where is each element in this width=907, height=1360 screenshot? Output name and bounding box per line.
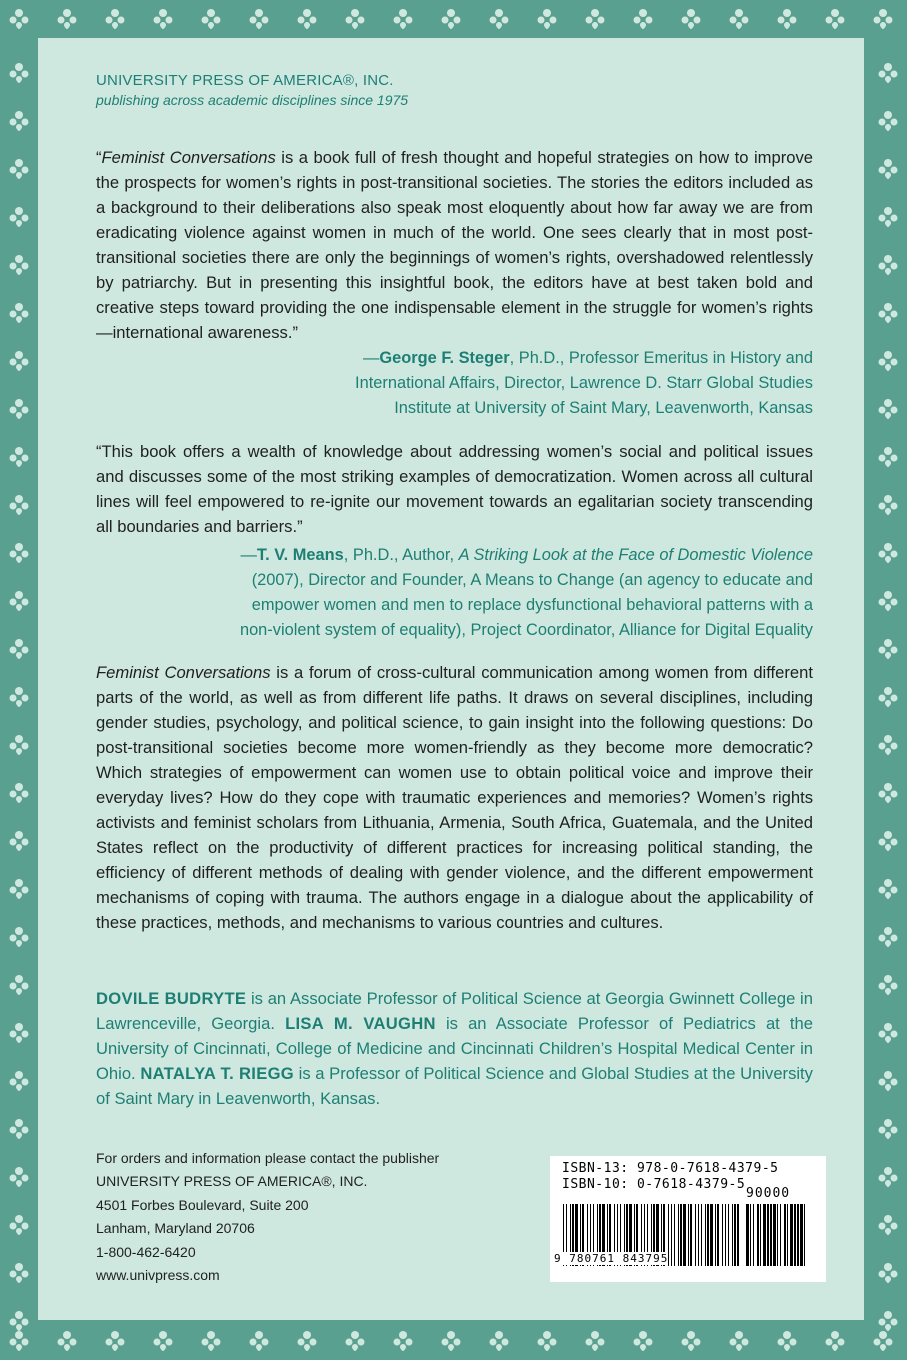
flower-ornament-icon	[534, 1328, 560, 1354]
flower-ornament-icon	[875, 252, 901, 278]
flower-ornament-icon	[6, 1164, 32, 1190]
flower-ornament-icon	[6, 1020, 32, 1046]
barcode-bar	[725, 1204, 726, 1266]
editor-name: LISA M. VAUGHN	[285, 1014, 436, 1033]
barcode-bar	[680, 1204, 682, 1266]
endorser-name: George F. Steger	[379, 349, 510, 367]
flower-ornament-icon	[875, 1212, 901, 1238]
flower-ornament-icon	[150, 6, 176, 32]
flower-ornament-icon	[6, 684, 32, 710]
flower-ornament-icon	[875, 540, 901, 566]
flower-ornament-icon	[6, 876, 32, 902]
flower-ornament-icon	[582, 1328, 608, 1354]
barcode-bar	[728, 1204, 729, 1266]
flower-ornament-icon	[6, 348, 32, 374]
flower-ornament-icon	[875, 876, 901, 902]
barcode-bar	[683, 1204, 686, 1266]
flower-ornament-icon	[246, 1328, 272, 1354]
barcode-addon-bars	[746, 1204, 806, 1266]
flower-ornament-icon	[6, 828, 32, 854]
flower-ornament-icon	[198, 6, 224, 32]
flower-ornament-icon	[875, 780, 901, 806]
flower-ornament-icon	[102, 6, 128, 32]
barcode-bar	[777, 1204, 778, 1266]
flower-ornament-icon	[486, 6, 512, 32]
flower-ornament-icon	[630, 1328, 656, 1354]
flower-ornament-icon	[102, 1328, 128, 1354]
flower-ornament-icon	[875, 1068, 901, 1094]
endorsement-quote-1: “Feminist Conversations is a book full of fresh thought and hopeful strategies on how to improve the prospects for women’s rights in post-transitional societies. The stories the editors included as a background to their deliberations also speak most eloquently about how far away we are from eradicating violence against women in much of the world. One sees clearly that in most post-transitional societies there are only the beginnings of women’s rights, overshadowed relentlessly by patriarchy. But in presenting this insightful book, the editors have at best taken bold and creative steps toward providing the one indispensable element in the struggle for women’s rights—international awareness.”	[96, 148, 813, 342]
flower-ornament-icon	[6, 1212, 32, 1238]
barcode-bar	[688, 1204, 689, 1266]
flower-ornament-icon	[875, 684, 901, 710]
barcode-bar	[750, 1204, 751, 1266]
isbn-10: ISBN-10: 0-7618-4379-5	[562, 1177, 746, 1192]
editor-name: NATALYA T. RIEGG	[140, 1064, 294, 1083]
flower-ornament-icon	[294, 1328, 320, 1354]
flower-ornament-icon	[246, 6, 272, 32]
endorsement-attribution-2: —T. V. Means, Ph.D., Author, A Striking Look at the Face of Domestic Violence (2007), Director and Founder, A Means to Change (an agency to educate and empower women and men to replace dysfunctional behavioral patterns with a non-violent system of equality), Project Coordinator, Alliance for Digital Equality	[239, 546, 813, 639]
endorsement-quote-2: “This book offers a wealth of knowledge about addressing women’s social and political issues and discusses some of the most striking examples of democratization. Women across all cultural lines will feel empowered to re-ignite our movement towards an egalitarian society transcending all boundaries and barriers.”	[96, 442, 813, 536]
flower-ornament-icon	[774, 1328, 800, 1354]
publisher-tagline: publishing across academic disciplines since 1975	[96, 92, 409, 108]
order-information: For orders and information please contact the publisher UNIVERSITY PRESS OF AMERICA®, INC. 4501 Forbes Boulevard, Suite 200 Lanham, Maryland 20706 1-800-462-6420 www.univpress.com	[96, 1147, 439, 1287]
flower-ornament-icon	[875, 1116, 901, 1142]
barcode-bar	[732, 1204, 733, 1266]
flower-ornament-icon	[726, 1328, 752, 1354]
isbn-13: ISBN-13: 978-0-7618-4379-5	[562, 1161, 779, 1176]
description-book-title: Feminist Conversations	[96, 663, 271, 682]
barcode-bar	[784, 1204, 786, 1266]
flower-ornament-icon	[150, 1328, 176, 1354]
quote-book-title: Feminist Conversations	[101, 148, 276, 167]
flower-ornament-icon	[875, 444, 901, 470]
barcode-bar	[698, 1204, 699, 1266]
flower-ornament-icon	[875, 972, 901, 998]
barcode-bar	[710, 1204, 713, 1266]
barcode-bar	[737, 1204, 739, 1266]
flower-ornament-icon	[875, 156, 901, 182]
barcode-bar	[707, 1204, 709, 1266]
barcode-bar	[770, 1204, 772, 1266]
barcode-bar	[763, 1204, 766, 1266]
flower-ornament-icon	[54, 1328, 80, 1354]
flower-ornament-icon	[6, 1068, 32, 1094]
flower-ornament-icon	[875, 108, 901, 134]
flower-ornament-icon	[6, 60, 32, 86]
flower-ornament-icon	[6, 972, 32, 998]
flower-ornament-icon	[6, 252, 32, 278]
flower-ornament-icon	[678, 1328, 704, 1354]
flower-ornament-icon	[875, 588, 901, 614]
barcode-bar	[760, 1204, 761, 1266]
flower-ornament-icon	[342, 6, 368, 32]
flower-ornament-icon	[6, 588, 32, 614]
flower-ornament-icon	[390, 1328, 416, 1354]
flower-ornament-icon	[875, 348, 901, 374]
barcode-bar	[678, 1204, 679, 1266]
barcode-bar	[705, 1204, 706, 1266]
barcode-bar	[797, 1204, 799, 1266]
flower-ornament-icon	[6, 6, 32, 32]
flower-ornament-icon	[6, 492, 32, 518]
barcode-bar	[671, 1204, 672, 1266]
flower-ornament-icon	[294, 6, 320, 32]
barcode-bar	[773, 1204, 776, 1266]
endorsement-attribution-1: —George F. Steger, Ph.D., Professor Emeritus in History and International Affairs, Director, Lawrence D. Starr Global Studies Institute at University of Saint Mary, Leavenworth, Kansas	[355, 349, 813, 417]
barcode-bar	[690, 1204, 692, 1266]
flower-ornament-icon	[875, 300, 901, 326]
barcode-digits: 9 780761 843795	[554, 1252, 669, 1265]
flower-ornament-icon	[198, 1328, 224, 1354]
flower-ornament-icon	[6, 108, 32, 134]
endorser-name: T. V. Means	[256, 546, 344, 564]
flower-ornament-icon	[6, 300, 32, 326]
flower-ornament-icon	[342, 1328, 368, 1354]
flower-ornament-icon	[875, 732, 901, 758]
barcode-bar	[753, 1204, 754, 1266]
barcode-bar	[780, 1204, 781, 1266]
flower-ornament-icon	[875, 1260, 901, 1286]
flower-ornament-icon	[6, 540, 32, 566]
book-description: Feminist Conversations is a forum of cross-cultural communication among women from different parts of the world, as well as from different life paths. It draws on several disciplines, including gender studies, psychology, and political science, to gain insight into the following questions: Do post-transitional societies become more women-friendly as they become more democratic? Which strategies of empowerment can women use to obtain political voice and improve their everyday lives? How do they cope with traumatic experiences and memories? Women’s rights activists and feminist scholars from Lithuania, Armenia, South Africa, Guatemala, and the United States reflect on the productivity of different practices for increasing political standing, the efficiency of different methods of dealing with gender violence, and the different empowerment mechanisms of coping with trauma. The authors engage in a dialogue about the applicability of these practices, methods, and mechanisms to various countries and cultures.	[96, 663, 813, 932]
barcode-bar	[717, 1204, 719, 1266]
barcode-bar	[674, 1204, 675, 1266]
editor-bios: DOVILE BUDRYTE is an Associate Professor of Political Science at Georgia Gwinnett College in Lawrenceville, Georgia. LISA M. VAUGHN is an Associate Professor of Pediatrics at the University of Cincinnati, College of Medicine and Cincinnati Children’s Hospital Medical Center in Ohio. NATALYA T. RIEGG is a Professor of Political Science and Global Studies at the University of Saint Mary in Leavenworth, Kansas.	[96, 989, 813, 1108]
barcode-bar	[701, 1204, 702, 1266]
barcode-bar	[790, 1204, 793, 1266]
flower-ornament-icon	[875, 1020, 901, 1046]
barcode-bar	[695, 1204, 696, 1266]
flower-ornament-icon	[6, 1308, 32, 1334]
flower-ornament-icon	[534, 6, 560, 32]
flower-ornament-icon	[582, 6, 608, 32]
flower-ornament-icon	[6, 156, 32, 182]
flower-ornament-icon	[6, 636, 32, 662]
flower-ornament-icon	[486, 1328, 512, 1354]
flower-ornament-icon	[630, 6, 656, 32]
flower-ornament-icon	[6, 732, 32, 758]
barcode-bar	[767, 1204, 769, 1266]
flower-ornament-icon	[875, 636, 901, 662]
flower-ornament-icon	[726, 6, 752, 32]
barcode-bar	[757, 1204, 759, 1266]
endorser-book-title: A Striking Look at the Face of Domestic Violence	[458, 546, 813, 564]
flower-ornament-icon	[875, 60, 901, 86]
flower-ornament-icon	[6, 1116, 32, 1142]
flower-ornament-icon	[774, 6, 800, 32]
flower-ornament-icon	[390, 6, 416, 32]
publisher-name: UNIVERSITY PRESS OF AMERICA®, INC.	[96, 72, 394, 89]
flower-ornament-icon	[870, 6, 896, 32]
barcode-bar	[715, 1204, 716, 1266]
barcode-addon-digits: 90000	[746, 1186, 791, 1201]
barcode-bar	[722, 1204, 723, 1266]
flower-ornament-icon	[54, 6, 80, 32]
flower-ornament-icon	[875, 1164, 901, 1190]
flower-ornament-icon	[438, 1328, 464, 1354]
flower-ornament-icon	[875, 1308, 901, 1334]
flower-ornament-icon	[822, 6, 848, 32]
flower-ornament-icon	[875, 924, 901, 950]
barcode-bar	[794, 1204, 796, 1266]
flower-ornament-icon	[875, 204, 901, 230]
flower-ornament-icon	[875, 828, 901, 854]
barcode-bar	[734, 1204, 736, 1266]
flower-ornament-icon	[822, 1328, 848, 1354]
flower-ornament-icon	[875, 492, 901, 518]
flower-ornament-icon	[6, 204, 32, 230]
flower-ornament-icon	[6, 780, 32, 806]
publisher-website: www.univpress.com	[96, 1267, 220, 1284]
cover-panel	[38, 38, 864, 1320]
flower-ornament-icon	[6, 1260, 32, 1286]
flower-ornament-icon	[6, 444, 32, 470]
barcode-bar	[800, 1204, 803, 1266]
barcode-bar	[787, 1204, 788, 1266]
editor-name: DOVILE BUDRYTE	[96, 989, 247, 1008]
flower-ornament-icon	[6, 396, 32, 422]
flower-ornament-icon	[6, 924, 32, 950]
barcode-bar	[804, 1204, 805, 1266]
flower-ornament-icon	[875, 396, 901, 422]
flower-ornament-icon	[678, 6, 704, 32]
barcode-bar	[746, 1204, 749, 1266]
flower-ornament-icon	[438, 6, 464, 32]
isbn-barcode	[550, 1156, 826, 1282]
